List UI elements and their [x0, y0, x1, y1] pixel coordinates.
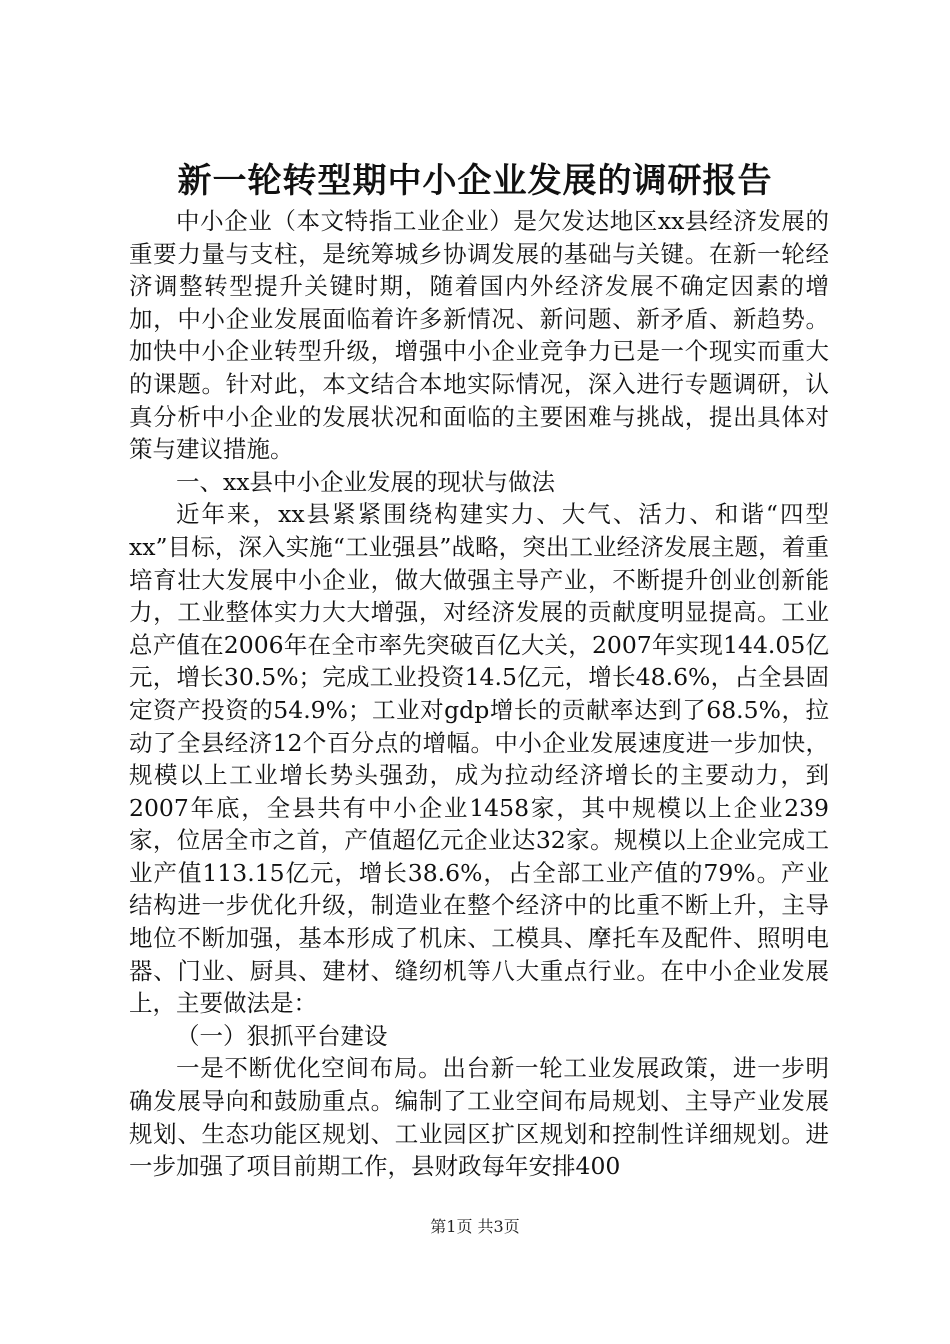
status-paragraph: 近年来，xx县紧紧围绕构建实力、大气、活力、和谐“四型xx”目标，深入实施“工业强县”战略，突出工业经济发展主题，着重培育壮大发展中小企业，做大做强主导产业，不断提升创业创新能力，工业整体实力大大增强，对经济发展的贡献度明显提高。工业总产值在2006年在全市率先突破百亿大关，2007年实现144.05亿元，增长30.5%；完成工业投资14.5亿元，增长48.6%，占全县固定资产投资的54.9%；工业对gdp增长的贡献率达到了68.5%，拉动了全县经济12个百分点的增幅。中小企业发展速度进一步加快，规模以上工业增长势头强劲，成为拉动经济增长的主要动力，到2007年底，全县共有中小企业1458家，其中规模以上企业239家，位居全市之首，产值超亿元企业达32家。规模以上企业完成工业产值113.15亿元，增长38.6%，占全部工业产值的79%。产业结构进一步优化升级，制造业在整个经济中的比重不断上升，主导地位不断加强，基本形成了机床、工模具、摩托车及配件、照明电器、门业、厨具、建材、缝纫机等八大重点行业。在中小企业发展上，主要做法是： [129, 500, 829, 1018]
document-body [129, 205, 829, 1183]
measures-paragraph: 一是不断优化空间布局。出台新一轮工业发展政策，进一步明确发展导向和鼓励重点。编制了工业空间布局规划、主导产业发展规划、生态功能区规划、工业园区扩区规划和控制性详细规划。进一步加强了项目前期工作，县财政每年安排400 [129, 1054, 829, 1181]
page-number-footer: 第1页 共3页 [430, 1217, 520, 1236]
subsection-heading: （一）狠抓平台建设 [176, 1021, 388, 1050]
document-title: 新一轮转型期中小企业发展的调研报告 [177, 161, 773, 201]
section-heading: 一、xx县中小企业发展的现状与做法 [176, 467, 556, 496]
intro-paragraph: 中小企业（本文特指工业企业）是欠发达地区xx县经济发展的重要力量与支柱，是统筹城乡协调发展的基础与关键。在新一轮经济调整转型提升关键时期，随着国内外经济发展不确定因素的增加，中小企业发展面临着许多新情况、新问题、新矛盾、新趋势。加快中小企业转型升级，增强中小企业竞争力已是一个现实而重大的课题。针对此，本文结合本地实际情况，深入进行专题调研，认真分析中小企业的发展状况和面临的主要困难与挑战，提出具体对策与建议措施。 [129, 207, 829, 464]
